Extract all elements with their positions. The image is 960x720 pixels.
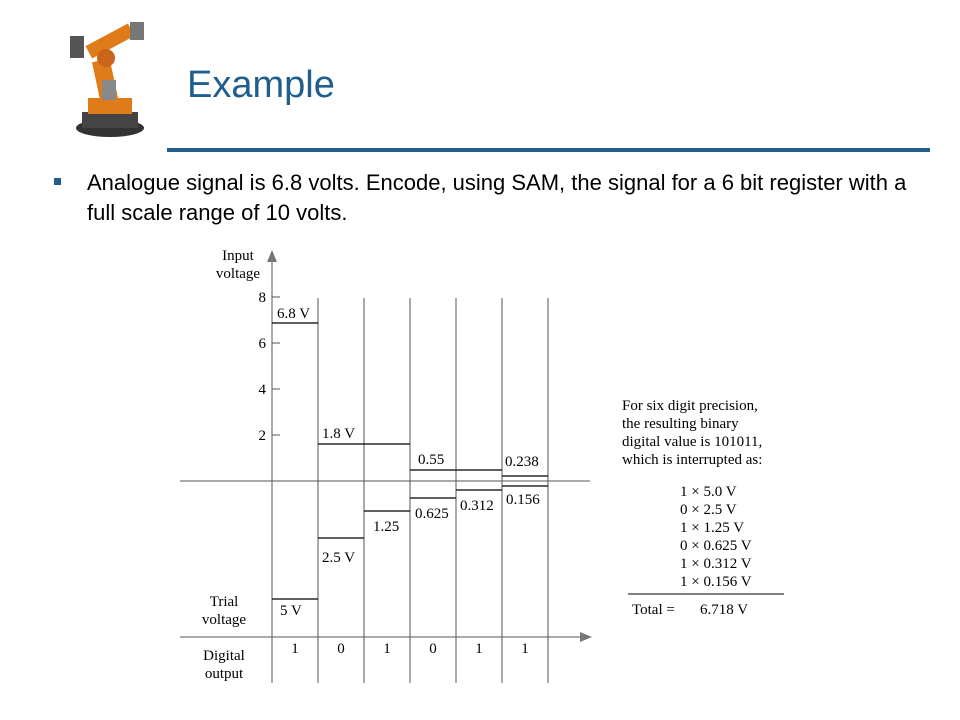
term-line: 1 × 5.0 V xyxy=(680,484,737,500)
bullet-square-icon xyxy=(54,178,61,185)
explanation-line: the resulting binary xyxy=(622,416,739,432)
robot-arm-logo xyxy=(60,20,160,140)
remainder-label: 1.8 V xyxy=(322,426,356,442)
trial-label: 2.5 V xyxy=(322,550,356,566)
x-axis-arrow-icon xyxy=(580,632,592,642)
explanation-line: which is interrupted as: xyxy=(622,452,763,468)
remainder-label: 6.8 V xyxy=(277,306,311,322)
trial-label: 0.625 xyxy=(415,506,449,522)
bit-value: 0 xyxy=(337,641,345,657)
tick-label: 4 xyxy=(258,382,266,398)
explanation-line: digital value is 101011, xyxy=(622,434,763,450)
slide-title: Example xyxy=(187,64,335,106)
trial-row-label-line2: voltage xyxy=(201,612,247,628)
trial-label: 5 V xyxy=(280,603,302,619)
tick-label: 6 xyxy=(258,336,266,352)
y-axis-arrow-icon xyxy=(267,250,277,262)
trial-label: 0.156 xyxy=(506,492,540,508)
bullet-text: Analogue signal is 6.8 volts. Encode, using SAM, the signal for a 6 bit register with a full scale range of 10 volts. xyxy=(87,170,907,225)
trial-label: 0.312 xyxy=(460,498,494,514)
total-value: 6.718 V xyxy=(700,602,749,618)
remainder-label: 0.55 xyxy=(418,452,445,468)
trial-label: 1.25 xyxy=(373,519,400,535)
tick-label: 8 xyxy=(258,290,266,306)
bit-value: 1 xyxy=(475,641,483,657)
bit-value: 1 xyxy=(383,641,391,657)
term-line: 0 × 2.5 V xyxy=(680,502,737,518)
bit-value: 1 xyxy=(521,641,529,657)
total-label: Total = xyxy=(632,602,675,618)
remainder-label: 0.238 xyxy=(505,454,539,470)
term-line: 0 × 0.625 V xyxy=(680,538,752,554)
trial-row-label-line1: Trial xyxy=(209,594,239,610)
y-axis-title-line2: voltage xyxy=(215,266,261,282)
term-line: 1 × 0.312 V xyxy=(680,556,752,572)
explanation-line: For six digit precision, xyxy=(622,398,758,414)
sam-diagram xyxy=(180,240,800,690)
term-line: 1 × 0.156 V xyxy=(680,574,752,590)
bit-value: 0 xyxy=(429,641,437,657)
tick-label: 2 xyxy=(258,428,266,444)
digital-row-label-line1: Digital xyxy=(203,648,245,664)
title-divider xyxy=(167,148,930,152)
term-line: 1 × 1.25 V xyxy=(680,520,745,536)
digital-row-label-line2: output xyxy=(204,666,244,682)
bit-value: 1 xyxy=(291,641,299,657)
y-axis-title-line1: Input xyxy=(222,248,254,264)
